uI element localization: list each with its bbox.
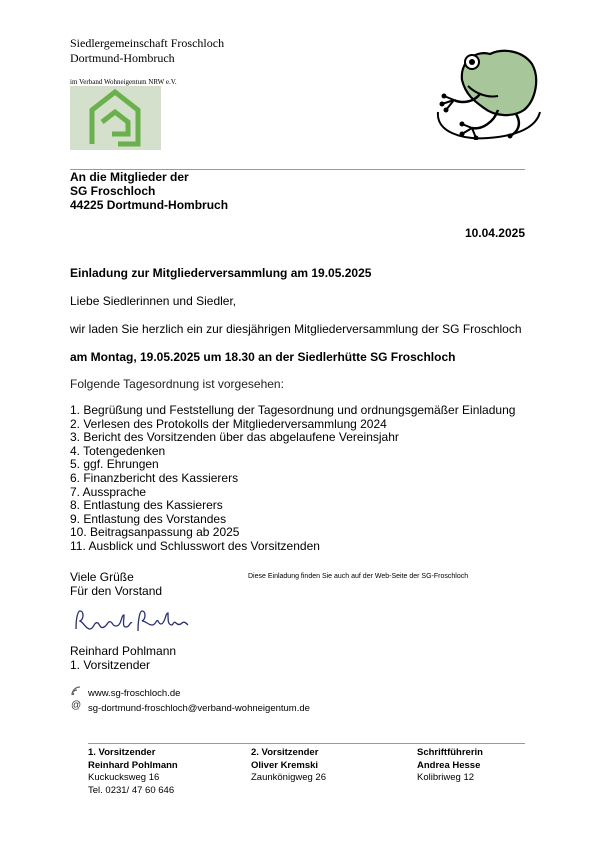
agenda-item: 5. ggf. Ehrungen [70,457,159,472]
footer-street: Zaunkönigweg 26 [251,772,326,783]
agenda-item: 2. Verlesen des Protokolls der Mitgliederversammlung 2024 [70,416,387,431]
association-note: im Verband Wohneigentum NRW e.V. [70,78,177,86]
recipient-line-1: An die Mitglieder der [70,170,189,184]
intro-text: wir laden Sie herzlich ein zur diesjährigen Mitgliederversammlung der SG Froschloch [70,322,522,336]
footer-name: Oliver Kremski [251,759,319,771]
meeting-details: am Montag, 19.05.2025 um 18.30 an der Siedlerhütte SG Froschloch [70,350,456,364]
agenda-item: 11. Ausblick und Schlusswort des Vorsitzenden [70,538,320,553]
handwritten-signature [72,603,192,639]
letter-date: 10.04.2025 [464,226,525,240]
signatory-name: Reinhard Pohlmann [70,644,177,658]
agenda-item: 1. Begrüßung und Feststellung der Tagesordnung und ordnungsgemäßer Einladung [70,403,516,417]
footer-street: Kuckucksweg 16 [88,772,160,783]
association-logo [70,86,161,150]
agenda-item: 3. Bericht des Vorsitzenden über das abgelaufene Vereinsjahr [70,430,399,445]
agenda-item: 9. Entlastung des Vorstandes [70,511,227,526]
agenda-item: 7. Aussprache [70,484,147,499]
greeting: Liebe Siedlerinnen und Siedler, [70,294,237,308]
footer-name: Reinhard Pohlmann [88,759,178,771]
agenda-item: 4. Totengedenken [70,443,166,458]
frog-icon [432,40,544,140]
wifi-icon [71,686,81,698]
frog-mascot [432,40,544,140]
footer-title: 1. Vorsitzender [88,747,156,758]
footer-title: 2. Vorsitzender [251,747,319,758]
org-name: Siedlergemeinschaft Froschloch [70,36,225,50]
website-link[interactable]: www.sg-froschloch.de [88,688,181,699]
agenda-list [70,404,515,554]
email-link[interactable]: sg-dortmund-froschloch@verband-wohneigentum.de [88,703,310,714]
footer-col-chair [88,747,178,797]
footer-street: Kolibriweg 12 [417,772,475,783]
at-icon: @ [71,700,82,711]
org-location: Dortmund-Hombruch [70,51,175,65]
web-note: Diese Einladung finden Sie auch auf der Web-Seite der SG-Froschloch [248,573,469,580]
footer-title: Schriftführerin [417,747,483,758]
footer-col-vice-chair [251,747,326,785]
recipient-line-2: SG Froschloch [70,184,156,198]
recipient-line-3: 44225 Dortmund-Hombruch [70,198,229,212]
footer-phone: Tel. 0231/ 47 60 646 [88,784,175,796]
agenda-item: 6. Finanzbericht des Kassierers [70,470,239,485]
footer-divider [88,743,525,744]
signatory-role: 1. Vorsitzender [70,658,151,672]
footer-name: Andrea Hesse [417,759,481,771]
closing-regards: Viele Grüße [70,570,134,584]
footer-col-secretary [417,747,483,785]
house-logo-icon [70,86,161,150]
closing-for-board: Für den Vorstand [70,584,163,598]
agenda-item: 10. Beitragsanpassung ab 2025 [70,525,240,540]
letter-subject: Einladung zur Mitgliederversammlung am 19.05.2025 [70,266,372,280]
agenda-intro: Folgende Tagesordnung ist vorgesehen: [70,377,284,391]
agenda-item: 8. Entlastung des Kassierers [70,498,223,513]
